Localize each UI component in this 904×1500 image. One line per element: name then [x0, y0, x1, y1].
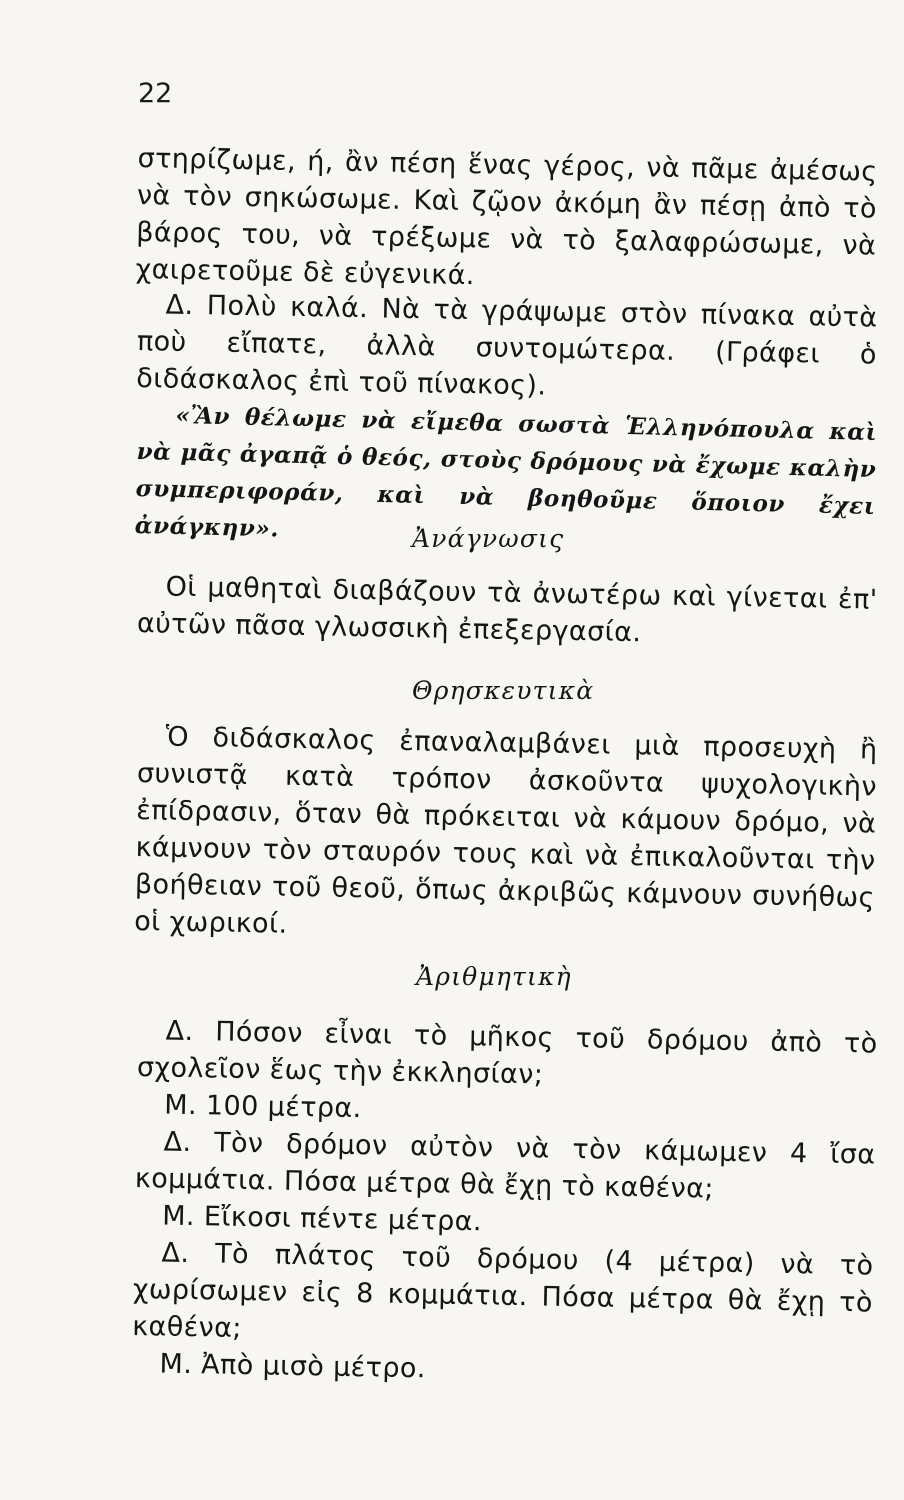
- teacher-text: Δ. Πολὺ καλά. Νὰ τὰ γράψωμε στὸν πίνακα αὐτὰ ποὺ εἴπατε, ἀλλὰ συντομώτερα. (Γράφει ὁ διδάσκαλος ἐπὶ τοῦ πίνακος).: [136, 289, 878, 402]
- heading-arithmetic: Ἀριθμητικὴ: [416, 962, 572, 991]
- dialogue-line: Μ. Εἴκοσι πέντε μέτρα.: [161, 1200, 483, 1238]
- teacher-paragraph: [136, 286, 878, 411]
- dialogue-line: Δ. Πόσον εἶναι τὸ μῆκος τοῦ δρόμου ἀπὸ τὸ σχολεῖον ἕως τὴν ἐκκλησίαν;: [136, 1015, 878, 1091]
- intro-paragraph: [135, 140, 878, 302]
- heading-religious: Θρησκευτικὰ: [412, 676, 595, 705]
- dialogue-line: Δ. Τὸ πλάτος τοῦ δρόμου (4 μέτρα) νὰ τὸ χωρίσωμεν εἰς 8 κομμάτια. Πόσα μέτρα θὰ ἔχῃ τὸ καθένα;: [131, 1237, 874, 1344]
- reading-text: Οἱ μαθηταὶ διαβάζουν τὰ ἀνωτέρω καὶ γίνεται ἐπ' αὐτῶν πᾶσα γλωσσικὴ ἐπεξεργασία.: [136, 571, 878, 649]
- arithmetic-dialogue: [131, 1012, 878, 1395]
- reading-paragraph: [137, 568, 878, 656]
- dialogue-line: Μ. 100 μέτρα.: [164, 1089, 362, 1125]
- dialogue-line: Μ. Ἀπὸ μισὸ μέτρο.: [159, 1348, 427, 1385]
- board-quote-text: «Ἂν θέλωμε νὰ εἴμεθα σωστὰ Ἑλληνόπουλα καὶ νὰ μᾶς ἀγαπᾷ ὁ θεός, στοὺς δρόμους νὰ ἔχωμε καλὴν συμπεριφοράν, καὶ νὰ βοηθοῦμε ὅποιον ἔχει ἀνάγκην».: [134, 401, 878, 543]
- dialogue-line: Δ. Τὸν δρόμον αὐτὸν νὰ τὸν κάμωμεν 4 ἴσα κομμάτια. Πόσα μέτρα θὰ ἔχῃ τὸ καθένα;: [134, 1126, 876, 1205]
- page-number: 22: [138, 78, 173, 109]
- religious-text: Ὁ διδάσκαλος ἐπαναλαμβάνει μιὰ προσευχὴ ἢ συνιστᾷ κατὰ τρόπον ἀσκοῦντα ψυχολογικὴν ἐπίδρασιν, ὅταν θὰ πρόκειται νὰ κάμουν δρόμο, νὰ κάμνουν τὸν σταυρόν τους καὶ νὰ ἐπικαλοῦνται τὴν βοήθειαν τοῦ θεοῦ, ὅπως ἀκριβῶς κάμνουν συνήθως οἱ χωρικοί.: [133, 721, 878, 940]
- religious-paragraph: [134, 718, 878, 954]
- heading-reading: Ἀνάγνωσις: [412, 524, 565, 553]
- intro-text: στηρίζωμε, ή, ἂν πέση ἕνας γέρος, νὰ πᾶμε ἀμέσως νὰ τὸν σηκώσωμε. Καὶ ζῷον ἀκόμη ἂν πέσῃ ἀπὸ τὸ βάρος του, νὰ τρέξωμε νὰ τὸ ξαλαφρώσωμε, νὰ χαιρετοῦμε δὲ εὐγενικά.: [135, 142, 878, 292]
